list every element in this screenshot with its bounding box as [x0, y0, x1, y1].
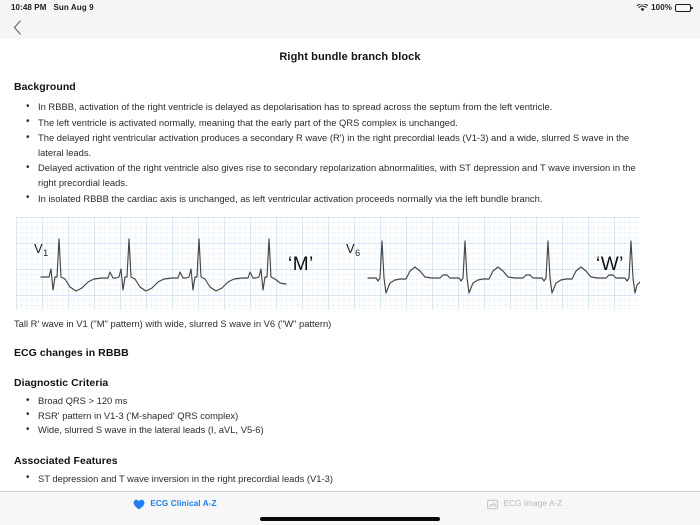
status-bar [0, 0, 700, 15]
status-bar-left [11, 3, 94, 12]
list-item: • Delayed activation of the right ventricle also gives rise to secondary repolarization abnormalities, with ST depression and T wave inversion in the right precordial leads. [38, 161, 686, 190]
pattern-label-w: ‘W’ [596, 254, 624, 276]
heading-diagnostic-criteria: Diagnostic Criteria [14, 377, 109, 390]
battery-full-icon [675, 4, 691, 12]
wifi-icon [637, 4, 648, 12]
list-item: • Broad QRS > 120 ms [38, 394, 686, 408]
tab-label: ECG Clinical A-Z [150, 499, 217, 508]
status-time: 10:48 PM [11, 3, 47, 12]
battery-percent-label: 100% [651, 3, 672, 12]
list-item: • RSR' pattern in V1-3 ('M-shaped' QRS complex) [38, 409, 686, 423]
lead-label-v1: $V_1$ [34, 241, 49, 259]
chevron-left-icon [13, 20, 22, 35]
navigation-bar [0, 15, 700, 39]
ecg-strip-graphic [16, 217, 640, 310]
associated-features-list [14, 472, 686, 486]
heading-background: Background [14, 81, 76, 93]
back-button[interactable] [6, 16, 28, 38]
article-content [0, 39, 700, 491]
tab-bar [0, 491, 700, 525]
home-indicator[interactable] [260, 517, 440, 521]
pattern-label-m: ‘M’ [288, 254, 314, 276]
diagnostic-criteria-list [14, 394, 686, 437]
page-title: Right bundle branch block [279, 51, 421, 63]
list-item: • ST depression and T wave inversion in the right precordial leads (V1-3) [38, 472, 686, 486]
list-item: • The delayed right ventricular activation produces a secondary R wave (R') in the right precordial leads (V1-3) and a wide, slurred S wave in the lateral leads. [38, 131, 686, 160]
heading-ecg-changes: ECG changes in RBBB [14, 347, 129, 360]
background-bullet-list [14, 100, 686, 206]
heading-associated-features: Associated Features [14, 454, 118, 467]
list-item: • The left ventricle is activated normally, meaning that the early part of the QRS complex is unchanged. [38, 116, 686, 131]
ecg-figure[interactable] [16, 217, 640, 310]
status-bar-right [637, 3, 691, 12]
image-icon [487, 499, 498, 510]
heart-icon [133, 499, 145, 510]
figure-caption: Tall R' wave in V1 ("M" pattern) with wide, slurred S wave in V6 ("W" pattern) [14, 318, 332, 330]
list-item: • In isolated RBBB the cardiac axis is unchanged, as left ventricular activation proceeds normally via the left bundle branch. [38, 192, 686, 207]
tab-label: ECG Image A-Z [503, 499, 563, 508]
status-date: Sun Aug 9 [53, 3, 94, 12]
lead-label-v6: $V_6$ [346, 241, 361, 259]
list-item: • In RBBB, activation of the right ventricle is delayed as depolarisation has to spread across the septum from the left ventricle. [38, 100, 686, 115]
list-item: • Wide, slurred S wave in the lateral leads (I, aVL, V5-6) [38, 423, 686, 437]
